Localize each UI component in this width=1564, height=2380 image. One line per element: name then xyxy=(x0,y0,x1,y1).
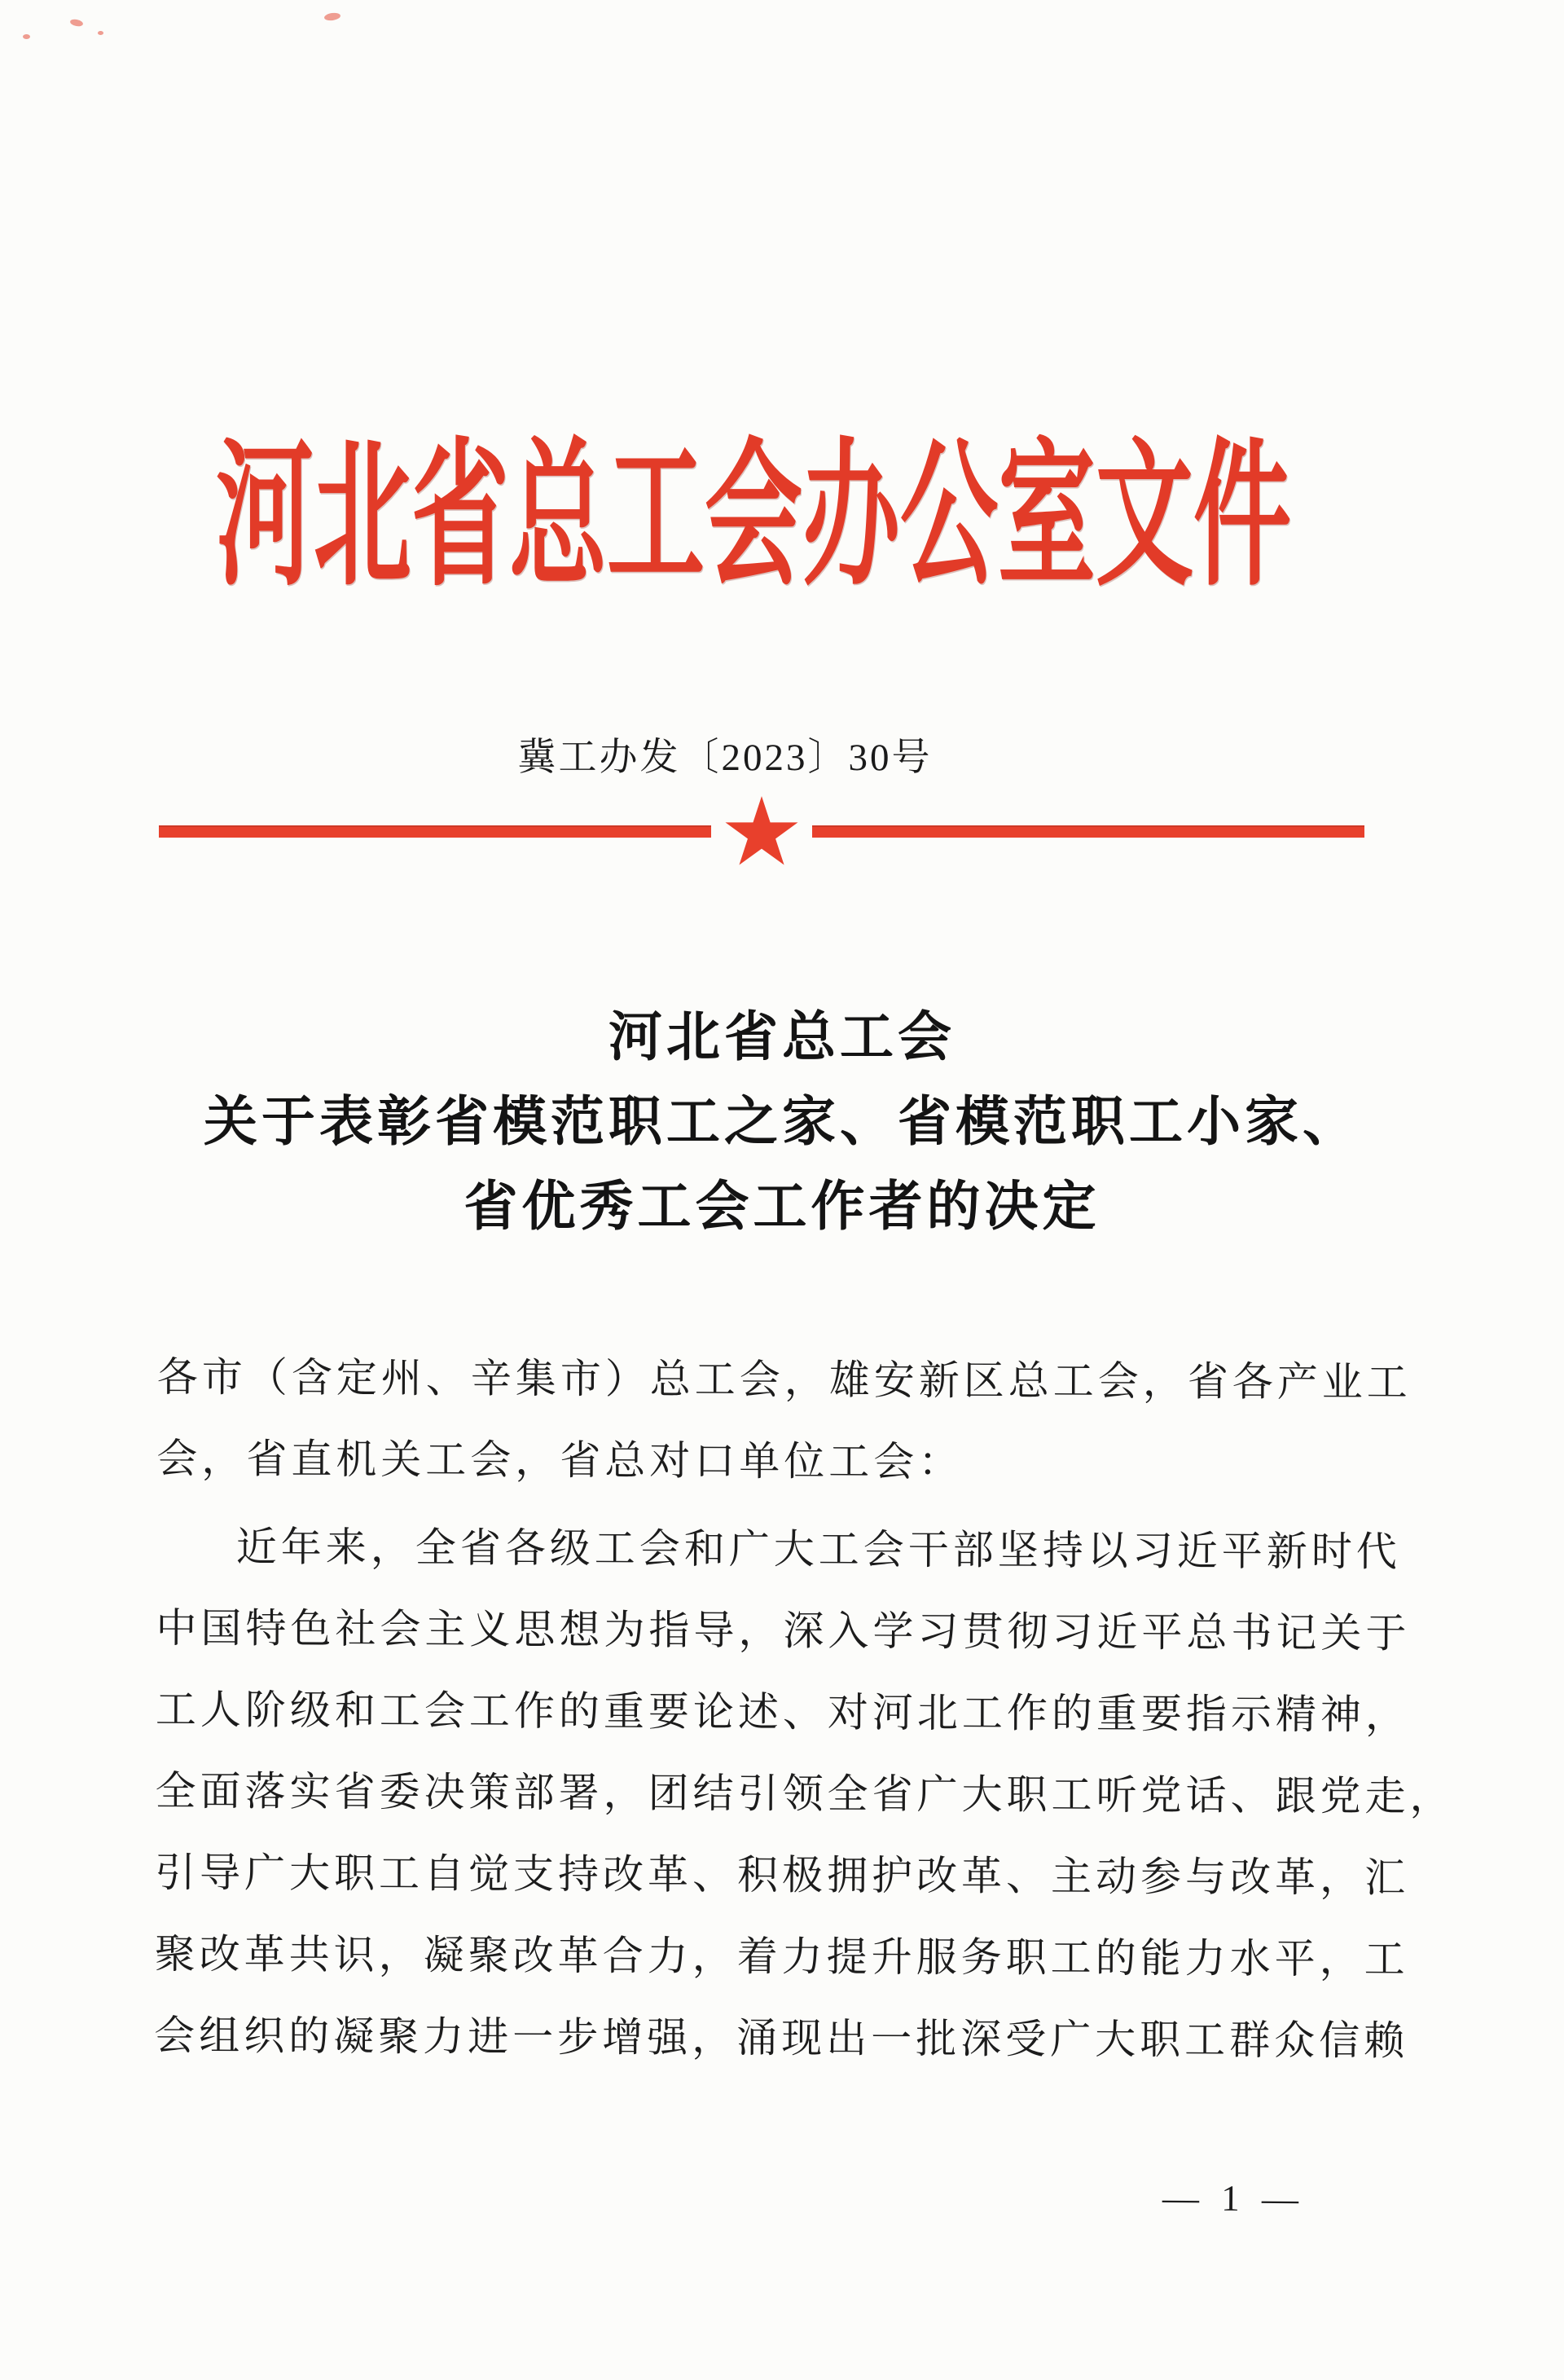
body-line: 引导广大职工自觉支持改革、积极拥护改革、主动参与改革，汇 xyxy=(155,1849,1410,1901)
scan-artifact xyxy=(323,12,340,22)
salutation-line: 会，省直机关工会，省总对口单位工会： xyxy=(156,1435,964,1485)
salutation-line: 各市（含定州、辛集市）总工会，雄安新区总工会，省各产业工 xyxy=(156,1353,1412,1406)
scan-artifact xyxy=(98,31,103,35)
document-title-line: 河北省总工会 xyxy=(608,1008,956,1067)
document-title-line: 关于表彰省模范职工之家、省模范职工小家、 xyxy=(204,1093,1360,1152)
divider-line-left xyxy=(159,825,711,838)
document-title-line: 省优秀工会工作者的决定 xyxy=(463,1177,1101,1237)
scan-artifact xyxy=(69,18,83,27)
body-line: 聚改革共识，凝聚改革合力，着力提升服务职工的能力水平，工 xyxy=(154,1930,1409,1982)
document-header xyxy=(0,417,1535,605)
body-line: 近年来，全省各级工会和广大工会干部坚持以习近平新时代 xyxy=(235,1524,1401,1575)
header-divider: ★ xyxy=(159,784,1364,878)
org-title: 河北省总工会办公室文件 xyxy=(216,429,1291,605)
body-line: 中国特色社会主义思想为指导，深入学习贯彻习近平总书记关于 xyxy=(156,1604,1411,1656)
doc-number: 冀工办发〔2023〕30号 xyxy=(517,737,933,779)
document-title xyxy=(0,996,1564,1250)
page-number: — 1 — xyxy=(1162,2177,1306,2219)
document-body xyxy=(154,1336,1455,2082)
body-line: 会组织的凝聚力进一步增强，涌现出一批深受广大职工群众信赖 xyxy=(154,2012,1409,2064)
body-line: 全面落实省委决策部署，团结引领全省广大职工听党话、跟党走， xyxy=(155,1767,1455,1819)
scan-artifact xyxy=(23,34,30,39)
divider-line-right xyxy=(812,825,1364,838)
body-line: 工人阶级和工会工作的重要论述、对河北工作的重要指示精神， xyxy=(155,1686,1411,1738)
